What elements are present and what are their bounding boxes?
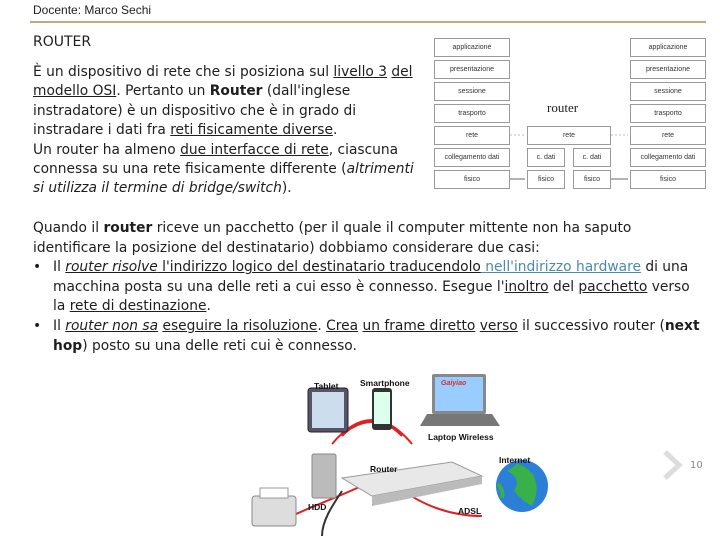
osi-right-layer: rete [630,126,706,145]
osi-left-layer: fisico [434,170,510,189]
router-layer-fisico: fisico [527,170,565,189]
next-slide-arrow-icon [663,450,689,480]
label-router: Router [370,464,398,474]
label-tablet: Tablet [314,381,339,391]
bullet: • [33,259,42,276]
osi-left-layer: applicazione [434,38,510,57]
intro-paragraph: È un dispositivo di rete che si posiziona sul livello 3 del modello OSI. Pertanto un Router (dall'inglese instradatore) è un dispositivo che è in grado di instradare i dati fra reti fisicamente diverse. Un router ha almeno due interfacce di rete, ciascuna connessa su una rete fisicamente differente (altrimenti si utilizza il termine di bridge/switch). [33,64,414,197]
page-title: ROUTER [33,34,92,50]
label-internet: Internet [499,455,531,465]
router-layer-cdati: c. dati [527,148,565,167]
label-smartphone: Smartphone [360,378,410,388]
osi-right-layer: presentazione [630,60,706,79]
label-adsl: ADSL [458,506,482,516]
osi-right-layer: trasporto [630,104,706,123]
case-2: • Il router non sa eseguire la risoluzione. Crea un frame diretto verso il successivo router (next hop) posto su una delle reti cui è connesso. [33,317,700,354]
osi-router-diagram [434,38,706,191]
osi-right-layer: sessione [630,82,706,101]
osi-right-layer: collegamento dati [630,148,706,167]
label-hdd: HDD [308,502,327,512]
label-laptop: Laptop Wireless [428,432,494,442]
router-layer-cdati: c. dati [573,148,611,167]
osi-left-layer: trasporto [434,104,510,123]
router-label: router [547,100,579,115]
osi-right-layer: fisico [630,170,706,189]
osi-left-layer: collegamento dati [434,148,510,167]
router-layer-rete: rete [527,126,611,145]
network-drawing [222,366,548,540]
header-divider [30,21,706,23]
osi-left-layer: sessione [434,82,510,101]
router-layer-fisico: fisico [573,170,611,189]
header-teacher: Docente: Marco Sechi [33,3,152,17]
osi-left-layer: presentazione [434,60,510,79]
osi-right-layer: applicazione [630,38,706,57]
osi-left-layer: rete [434,126,510,145]
body-intro: Quando il router riceve un pacchetto (per il quale il computer mittente non ha saputo identificare la posizione del destinatario) dobbiamo considerare due casi: [33,220,632,256]
bullet: • [33,317,42,334]
case-1: • Il router risolve l'indirizzo logico del destinatario traducendolo nell'indirizzo hardware di una macchina posta su una delle reti a cui esso è connesso. Esegue l'inoltro del pacchetto verso la rete di destinazione. [33,259,690,315]
network-illustration [222,366,548,540]
page-number: 10 [690,460,703,471]
laptop-screen-text: Gaiyiao [441,380,467,387]
body-paragraph [33,219,703,356]
